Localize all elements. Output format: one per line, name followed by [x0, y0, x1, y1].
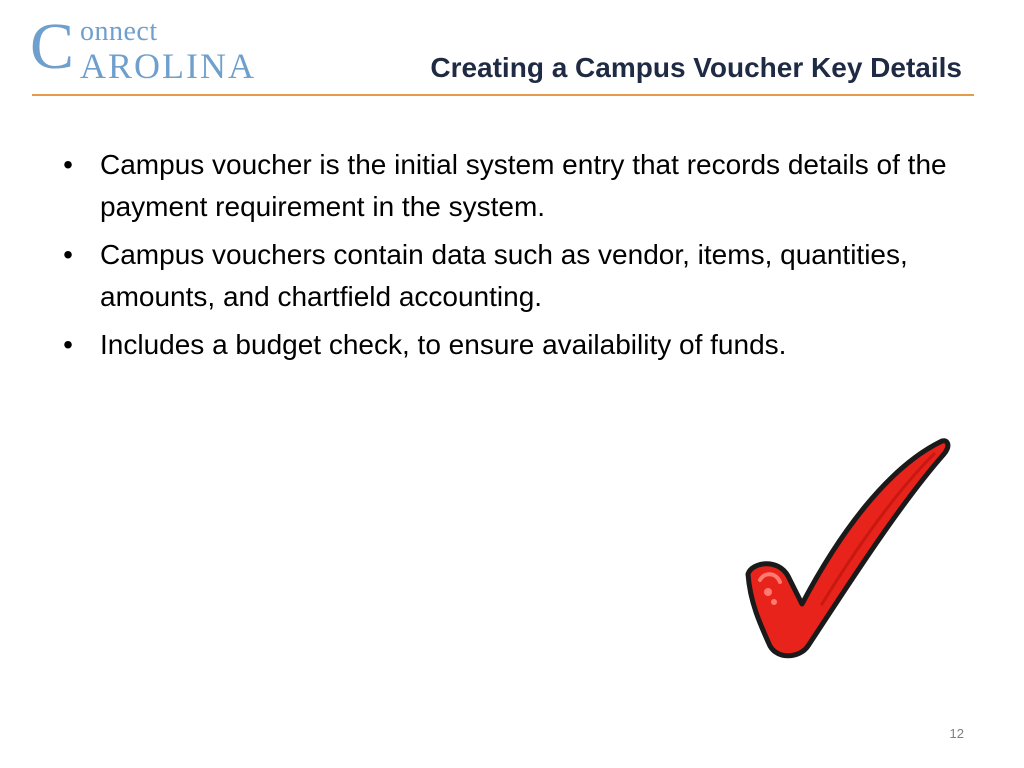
- checkmark-icon: [730, 432, 960, 664]
- bullet-text: Includes a budget check, to ensure availability of funds.: [100, 329, 787, 360]
- slide-title: Creating a Campus Voucher Key Details: [430, 52, 962, 83]
- bullet-icon: •: [63, 149, 73, 180]
- bullet-icon: •: [63, 239, 73, 270]
- logo-bottom-text: AROLINA: [80, 46, 256, 86]
- bullet-item: [58, 324, 978, 366]
- bullet-icon: •: [63, 329, 73, 360]
- bullet-text: Campus vouchers contain data such as vendor, items, quantities, amounts, and chartfield accounting.: [100, 239, 908, 312]
- page-number: 12: [949, 726, 964, 741]
- bullet-text: Campus voucher is the initial system entry that records details of the payment requirement in the system.: [100, 149, 947, 222]
- logo-cap-letter: C: [30, 10, 75, 83]
- bullet-item: [58, 234, 978, 318]
- connect-carolina-logo: [30, 10, 305, 86]
- logo-top-text: onnect: [80, 16, 158, 47]
- bullet-list: [58, 144, 978, 372]
- title-divider: [32, 94, 974, 96]
- bullet-item: [58, 144, 978, 228]
